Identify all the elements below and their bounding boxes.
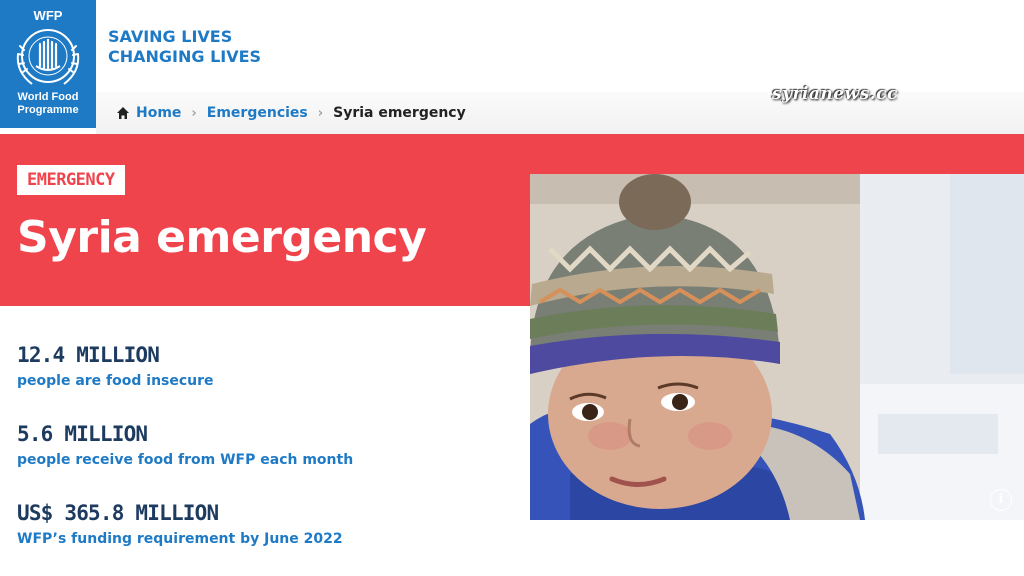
logo-name-line1: World Food: [17, 91, 79, 103]
tagline-line1: SAVING LIVES: [108, 27, 233, 46]
stat-value: US$ 365.8 MILLION: [17, 501, 219, 525]
child-portrait-image: [530, 174, 1024, 520]
breadcrumb-separator: ›: [191, 105, 197, 121]
stat-funding-requirement: [17, 500, 343, 548]
breadcrumb-separator: ›: [317, 105, 324, 121]
hero-photo: [530, 174, 1024, 520]
stat-food-recipients: [17, 421, 353, 469]
logo-name: [0, 91, 96, 117]
stat-food-insecure: [17, 342, 214, 390]
emergency-badge: EMERGENCY: [17, 165, 125, 195]
stat-description: people receive food from WFP each month: [17, 452, 354, 468]
page-title: Syria emergency: [17, 212, 427, 263]
wfp-emblem-icon: [10, 24, 86, 90]
breadcrumb-home-link[interactable]: Home: [136, 105, 182, 121]
stat-value: 5.6 MILLION: [17, 422, 148, 446]
breadcrumb-emergencies-link[interactable]: Emergencies: [206, 105, 308, 121]
tagline: [108, 27, 261, 67]
watermark: syrianews.cc: [772, 84, 898, 104]
info-icon[interactable]: i: [990, 489, 1012, 511]
wfp-logo[interactable]: [0, 0, 96, 128]
home-icon[interactable]: [116, 106, 130, 120]
logo-name-line2: Programme: [17, 104, 79, 116]
stat-value: 12.4 MILLION: [17, 343, 160, 367]
stat-description: people are food insecure: [17, 373, 214, 389]
logo-acronym: WFP: [33, 8, 63, 23]
tagline-line2: CHANGING LIVES: [108, 47, 262, 66]
stat-description: WFP’s funding requirement by June 2022: [17, 531, 343, 547]
breadcrumb-current: Syria emergency: [333, 105, 466, 121]
